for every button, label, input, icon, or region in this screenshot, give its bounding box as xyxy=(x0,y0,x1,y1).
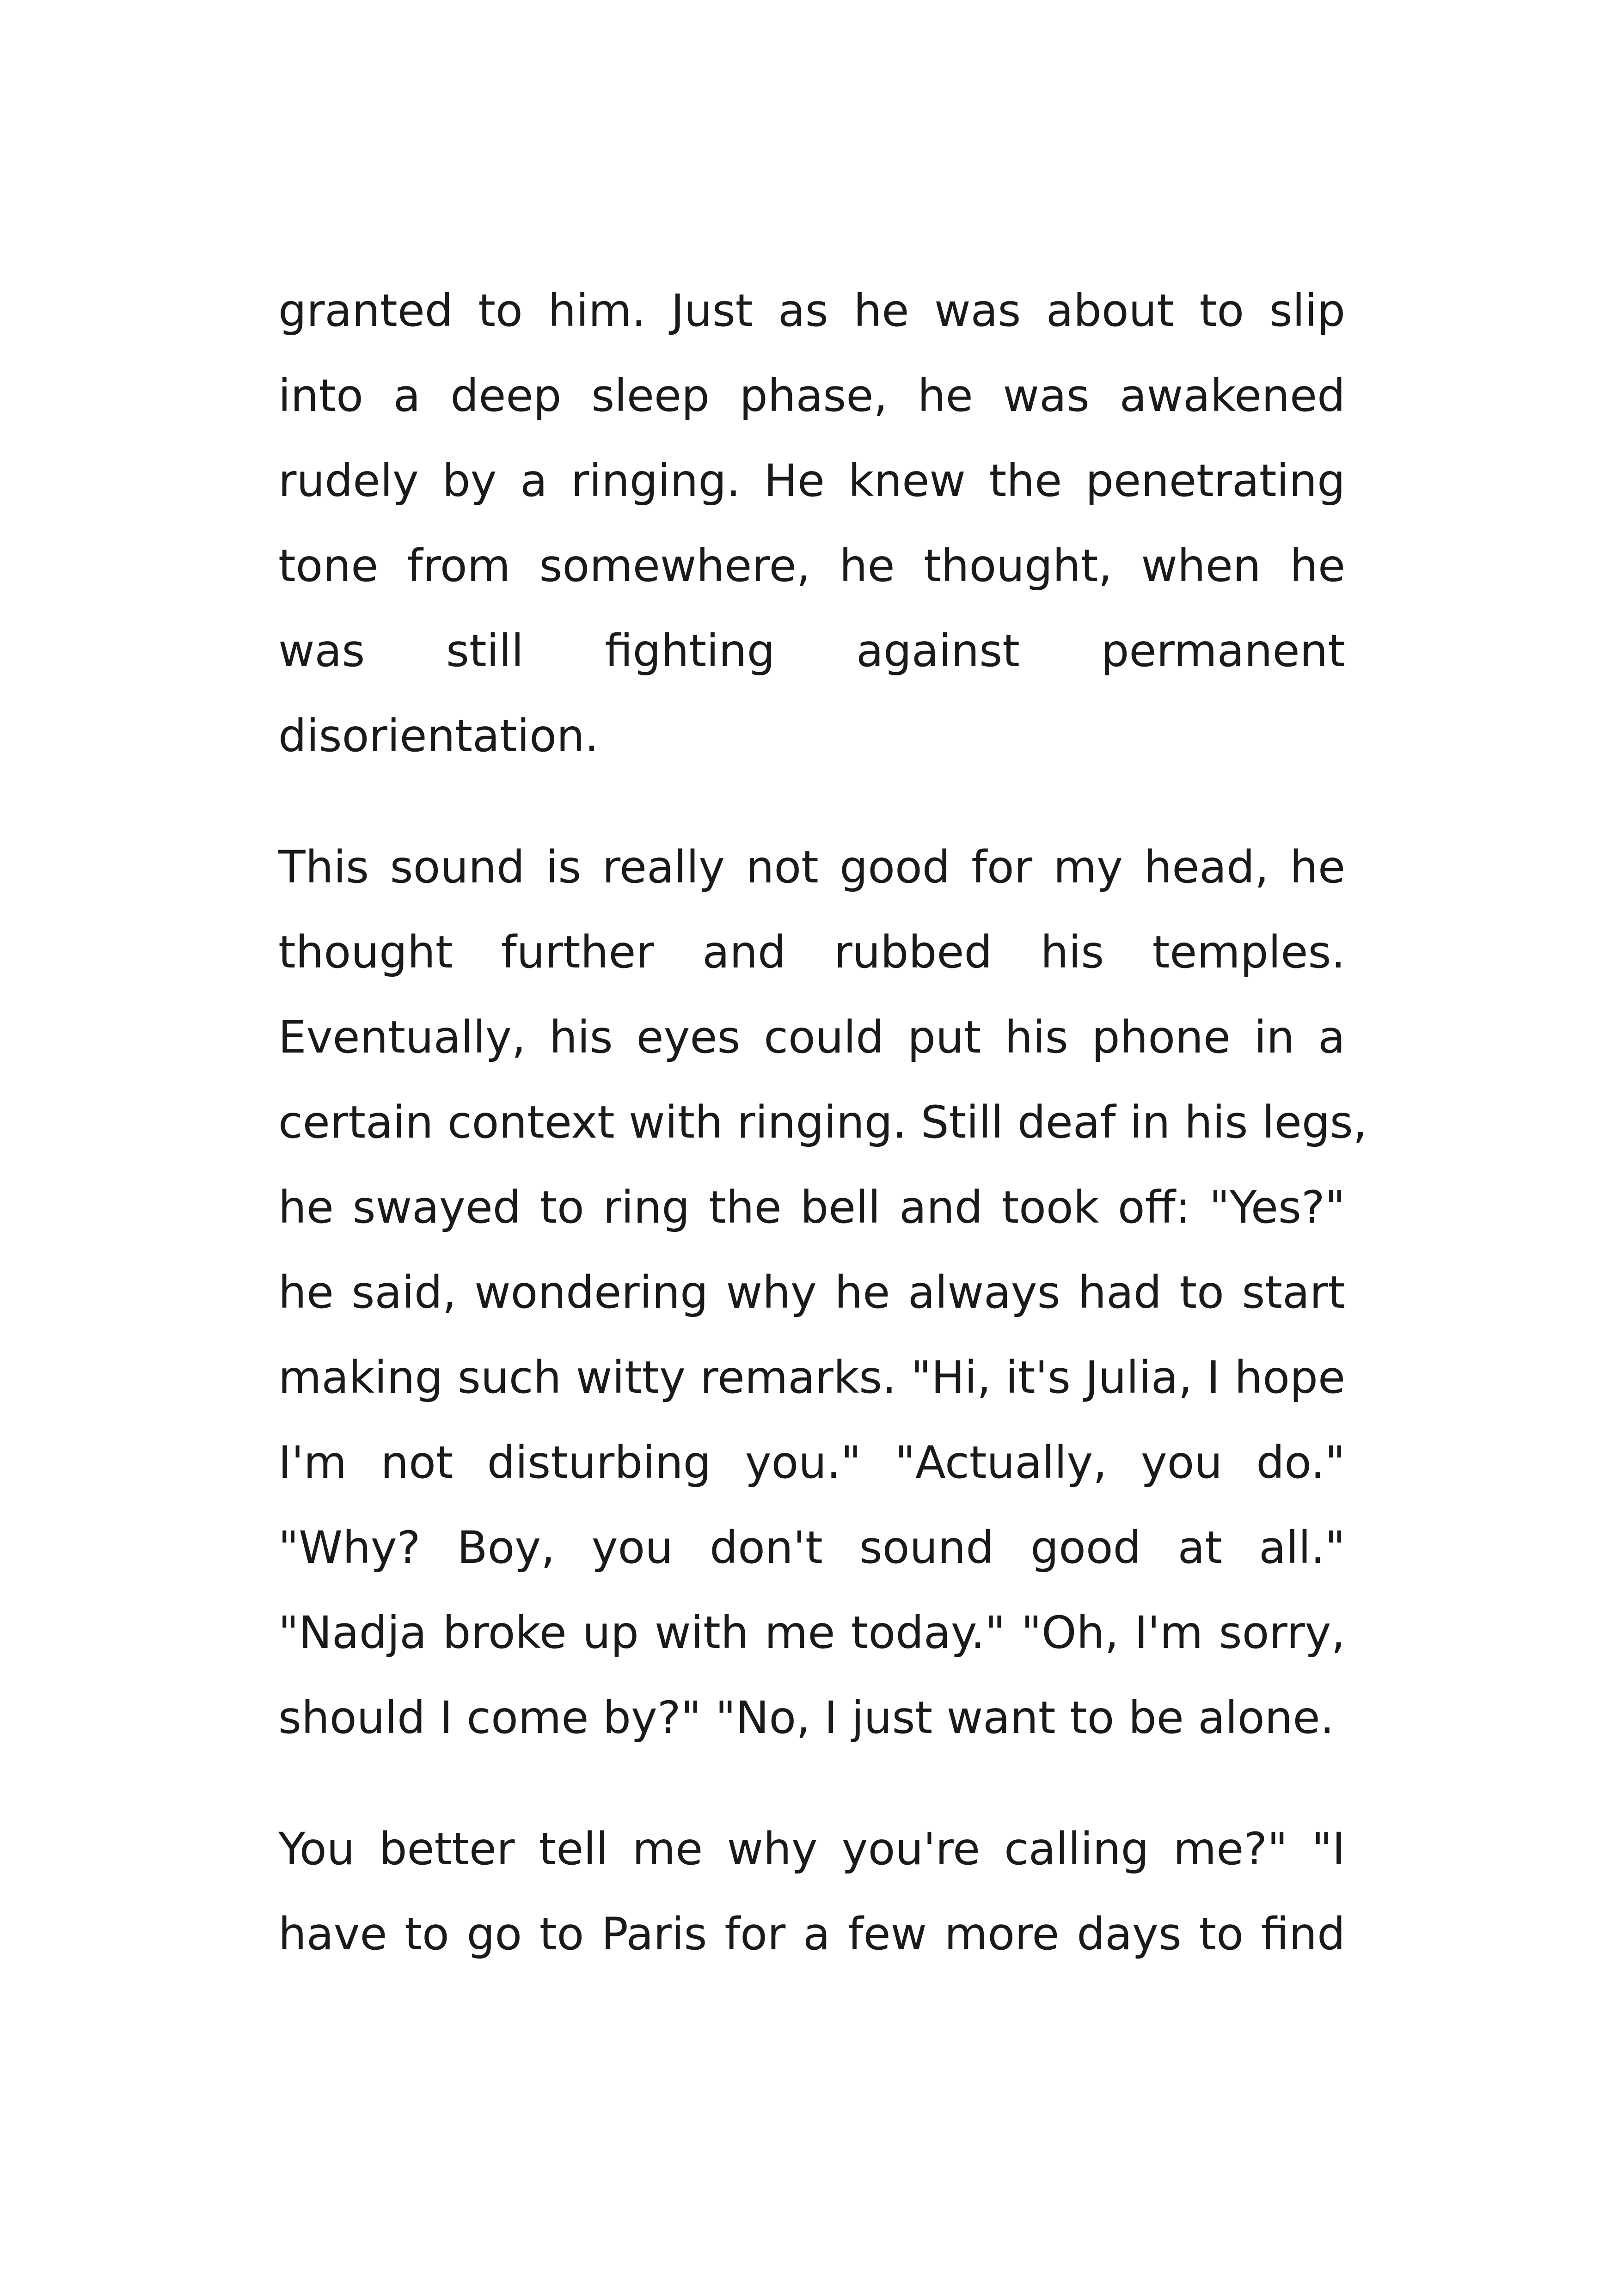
text-line: certain context with ringing. Still deaf in his legs, xyxy=(278,1096,1367,1148)
text-line: granted to him. Just as he was about to slip xyxy=(278,285,1345,337)
text-line: "Nadja broke up with me today." "Oh, I'm sorry, xyxy=(278,1607,1345,1659)
text-line: thought further and rubbed his temples. xyxy=(278,926,1345,978)
text-line: have to go to Paris for a few more days to find xyxy=(278,1908,1345,1960)
text-line: "Why? Boy, you don't sound good at all." xyxy=(278,1522,1345,1574)
text-line: Eventually, his eyes could put his phone in a xyxy=(278,1011,1345,1063)
text-line: You better tell me why you're calling me?" "I xyxy=(278,1823,1345,1875)
text-line: disorientation. xyxy=(278,710,599,762)
text-line: I'm not disturbing you." "Actually, you do." xyxy=(278,1437,1345,1488)
text-line: making such witty remarks. "Hi, it's Julia, I hope xyxy=(278,1352,1345,1403)
text-line: tone from somewhere, he thought, when he xyxy=(278,540,1345,592)
text-line: should I come by?" "No, I just want to be alone. xyxy=(278,1692,1335,1744)
text-line: he swayed to ring the bell and took off: "Yes?" xyxy=(278,1182,1345,1233)
paragraph-gap xyxy=(278,1760,1345,1806)
text-line: This sound is really not good for my head, he xyxy=(278,841,1345,893)
text-line: was still fighting against permanent xyxy=(278,625,1345,677)
paragraph-2 xyxy=(278,825,1367,1760)
paragraph-3 xyxy=(278,1806,1345,1977)
paragraph-1 xyxy=(278,268,1345,778)
paragraph-gap xyxy=(278,778,1345,825)
text-line: he said, wondering why he always had to start xyxy=(278,1267,1345,1318)
text-line: into a deep sleep phase, he was awakened xyxy=(278,370,1345,422)
body-text xyxy=(278,268,1367,1977)
text-line: rudely by a ringing. He knew the penetrating xyxy=(278,455,1345,507)
